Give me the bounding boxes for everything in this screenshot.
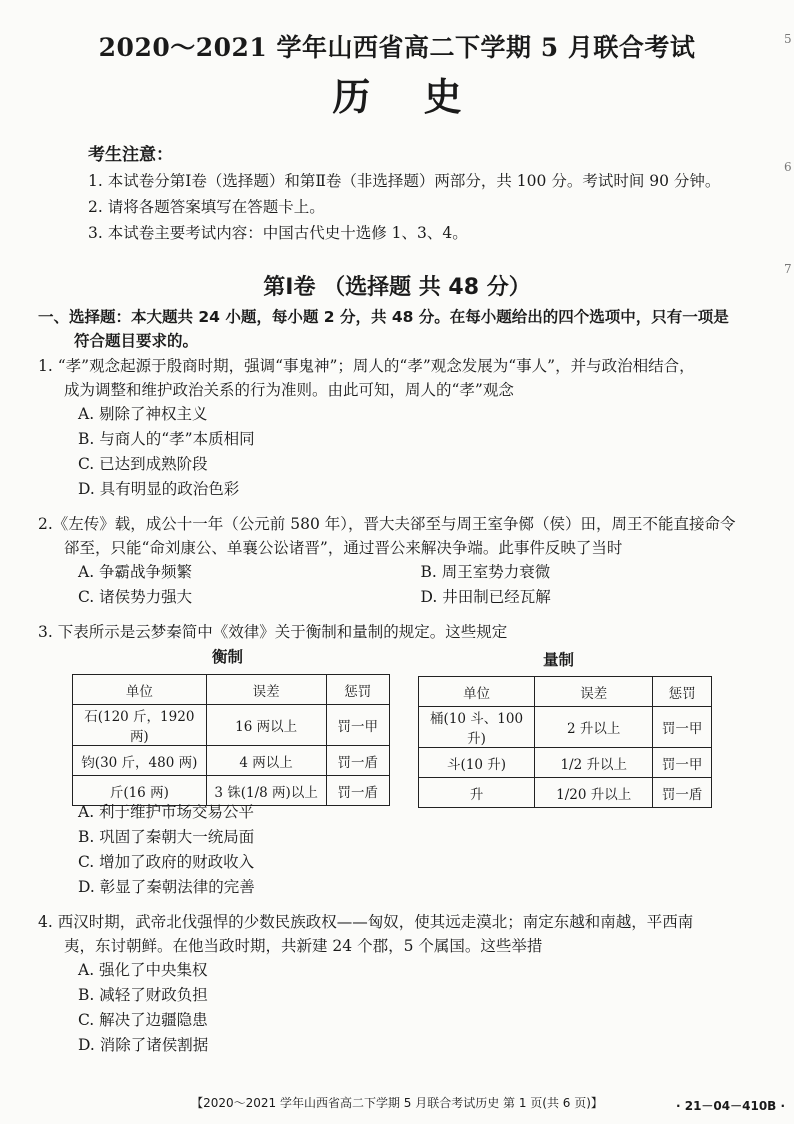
option-d[interactable]: D. 消除了诸侯割据 — [78, 1036, 209, 1054]
table-header: 单位 — [419, 677, 535, 707]
table-cell: 石(120 斤，1920 两) — [73, 705, 207, 746]
table-cell: 升 — [419, 778, 535, 808]
table-header: 惩罚 — [653, 677, 712, 707]
table-cell: 桶(10 斗、100 升) — [419, 707, 535, 748]
edge-mark: 5 — [784, 32, 792, 46]
table-row — [419, 748, 712, 778]
option-b[interactable]: B. 巩固了秦朝大一统局面 — [78, 828, 255, 846]
notice-title: 考生注意： — [88, 145, 173, 165]
option-b[interactable]: B. 减轻了财政负担 — [78, 986, 208, 1004]
question-stem: 1. “孝”观念起源于殷商时期，强调“事鬼神”；周人的“孝”观念发展为“事人”，并与政治相结合， — [38, 357, 695, 375]
table-row — [73, 705, 390, 746]
weight-table-caption: 衡制 — [212, 648, 244, 666]
table-cell: 1/2 升以上 — [535, 748, 653, 778]
volume-table — [418, 676, 712, 808]
question-stem: 成为调整和维护政治关系的行为准则。由此可知，周人的“孝”观念 — [64, 381, 514, 399]
table-cell: 罚一盾 — [326, 776, 389, 806]
table-cell: 罚一甲 — [326, 705, 389, 746]
volume-table-caption: 量制 — [543, 651, 575, 669]
option-d[interactable]: D. 彰显了秦朝法律的完善 — [78, 878, 255, 896]
option-c[interactable]: C. 增加了政府的财政收入 — [78, 853, 255, 871]
option-c[interactable]: C. 已达到成熟阶段 — [78, 455, 208, 473]
table-header: 惩罚 — [326, 675, 389, 705]
question-stem: 3. 下表所示是云梦秦简中《效律》关于衡制和量制的规定。这些规定 — [38, 623, 508, 641]
question-2 — [38, 512, 763, 610]
edge-mark: 7 — [784, 262, 792, 276]
table-header-row — [73, 675, 390, 705]
notice-item: 3. 本试卷主要考试内容：中国古代史十选修 1、3、4。 — [88, 224, 468, 242]
section-instruction — [38, 305, 758, 353]
question-stem: 郤至，只能“命刘康公、单襄公讼诸晋”，通过晋公来解决争端。此事件反映了当时 — [64, 539, 623, 557]
table-cell: 4 两以上 — [206, 746, 326, 776]
table-cell: 罚一甲 — [653, 748, 712, 778]
option-d[interactable]: D. 具有明显的政治色彩 — [78, 480, 240, 498]
table-cell: 斤(16 两) — [73, 776, 207, 806]
section-title: 第Ⅰ卷 （选择题 共 48 分） — [263, 275, 531, 300]
option-a[interactable]: A. 剔除了神权主义 — [78, 405, 208, 423]
option-b[interactable]: B. 周王室势力衰微 — [420, 563, 551, 581]
table-row — [73, 746, 390, 776]
option-d[interactable]: D. 井田制已经瓦解 — [420, 588, 551, 606]
table-cell: 钧(30 斤，480 两) — [73, 746, 207, 776]
option-a[interactable]: A. 强化了中央集权 — [78, 961, 208, 979]
table-header: 误差 — [206, 675, 326, 705]
question-4 — [38, 910, 763, 1058]
table-cell: 罚一甲 — [653, 707, 712, 748]
instruction-line: 符合题目要求的。 — [74, 332, 199, 350]
question-stem: 夷，东讨朝鲜。在他当政时期，共新建 24 个郡，5 个属国。这些举措 — [64, 937, 543, 955]
instruction-line: 一、选择题：本大题共 24 小题，每小题 2 分，共 48 分。在每小题给出的四个选项中，只有一项是 — [38, 308, 729, 326]
table-cell: 16 两以上 — [206, 705, 326, 746]
table-cell: 3 铢(1/8 两)以上 — [206, 776, 326, 806]
notice-item: 1. 本试卷分第Ⅰ卷（选择题）和第Ⅱ卷（非选择题）两部分，共 100 分。考试时间 90 分钟。 — [88, 172, 721, 190]
question-3-options — [38, 800, 763, 900]
notice-item: 2. 请将各题答案填写在答题卡上。 — [88, 198, 325, 216]
table-row — [419, 707, 712, 748]
table-cell: 斗(10 升) — [419, 748, 535, 778]
table-header-row — [419, 677, 712, 707]
table-cell: 2 升以上 — [535, 707, 653, 748]
question-stem: 4. 西汉时期，武帝北伐强悍的少数民族政权——匈奴，使其远走漠北；南定东越和南越，平西南 — [38, 913, 694, 931]
page-footer: 【2020～2021 学年山西省高二下学期 5 月联合考试历史 第 1 页(共 6 页)】 — [191, 1096, 603, 1110]
question-1 — [38, 354, 763, 502]
option-c[interactable]: C. 解决了边疆隐患 — [78, 1011, 208, 1029]
table-header: 单位 — [73, 675, 207, 705]
weight-table — [72, 674, 390, 806]
exam-code: · 21－04－410B · — [676, 1099, 786, 1113]
option-a[interactable]: A. 利于维护市场交易公平 — [78, 803, 255, 821]
option-c[interactable]: C. 诸侯势力强大 — [78, 588, 193, 606]
question-3-stem — [38, 620, 763, 644]
table-cell: 罚一盾 — [653, 778, 712, 808]
question-stem: 2.《左传》载，成公十一年（公元前 580 年），晋大夫郤至与周王室争鄇（侯）田，周王不能直接命令 — [38, 515, 736, 533]
notice-block — [88, 142, 720, 246]
option-b[interactable]: B. 与商人的“孝”本质相同 — [78, 430, 255, 448]
table-cell: 1/20 升以上 — [535, 778, 653, 808]
subject-title: 历 史 — [332, 74, 462, 119]
edge-mark: 6 — [784, 160, 792, 174]
table-cell: 罚一盾 — [326, 746, 389, 776]
table-header: 误差 — [535, 677, 653, 707]
exam-title: 2020～2021 学年山西省高二下学期 5 月联合考试 — [98, 33, 696, 62]
option-a[interactable]: A. 争霸战争频繁 — [78, 563, 193, 581]
